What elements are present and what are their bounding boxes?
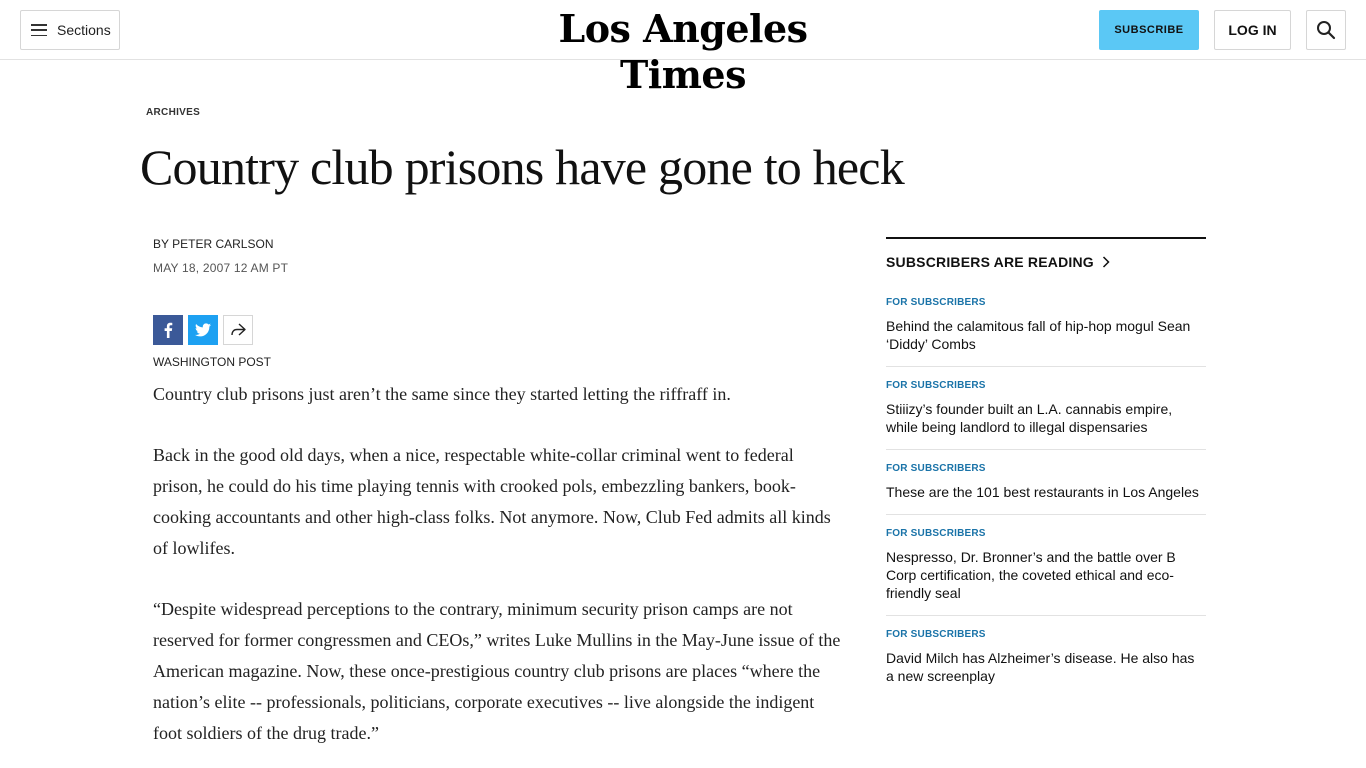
sidebar-promo[interactable]	[886, 284, 1206, 367]
promo-label: FOR SUBSCRIBERS	[886, 629, 986, 640]
article-headline: Country club prisons have gone to heck	[140, 139, 904, 195]
menu-icon	[31, 24, 47, 36]
article-byline: BY PETER CARLSON	[153, 237, 274, 251]
promo-title-link[interactable]: David Milch has Alzheimer’s disease. He also has a new screenplay	[886, 650, 1195, 684]
sidebar-heading-link[interactable]	[886, 239, 1206, 284]
site-logo[interactable]: Los Angeles Times	[558, 6, 808, 97]
more-share-button[interactable]	[223, 315, 253, 345]
sidebar-heading: SUBSCRIBERS ARE READING	[886, 253, 1094, 270]
article-paragraph: Back in the good old days, when a nice, respectable white-collar criminal went to federal prison, he could do his time playing tennis with crooked pols, embezzling bankers, book-cooking accountants and other high-class folks. Not anymore. Now, Club Fed admits all kinds of lowlifes.	[153, 445, 831, 558]
article-date: MAY 18, 2007 12 AM PT	[153, 261, 289, 275]
sidebar-promo[interactable]	[886, 616, 1206, 698]
twitter-icon	[195, 323, 211, 337]
chevron-right-icon	[1102, 256, 1110, 268]
sections-menu-button[interactable]	[20, 10, 120, 50]
promo-title-link[interactable]: These are the 101 best restaurants in Los Angeles	[886, 484, 1199, 500]
article-source: WASHINGTON POST	[153, 355, 272, 369]
promo-label: FOR SUBSCRIBERS	[886, 297, 986, 308]
search-icon	[1316, 20, 1336, 40]
promo-title-link[interactable]: Nespresso, Dr. Bronner’s and the battle over B Corp certification, the coveted ethical and eco-friendly seal	[886, 549, 1176, 601]
promo-label: FOR SUBSCRIBERS	[886, 528, 986, 539]
share-bar	[153, 315, 253, 345]
section-kicker[interactable]: ARCHIVES	[146, 107, 201, 118]
search-button[interactable]	[1306, 10, 1346, 50]
login-button[interactable]: LOG IN	[1214, 10, 1291, 50]
sidebar-promo[interactable]	[886, 367, 1206, 450]
promo-title-link[interactable]: Stiiizy’s founder built an L.A. cannabis empire, while being landlord to illegal dispensaries	[886, 401, 1173, 435]
site-header	[0, 0, 1366, 97]
subscribers-reading-sidebar	[886, 237, 1206, 698]
article-paragraph: “Despite widespread perceptions to the contrary, minimum security prison camps are not reserved for former congressmen and CEOs,” writes Luke Mullins in the May-June issue of the American magazine. Now, these once-prestigious country club prisons are places “where the nation’s elite -- professionals, politicians, corporate executives -- live alongside the indigent foot soldiers of the drug trade.”	[153, 599, 841, 743]
article-paragraph: Country club prisons just aren’t the same since they started letting the riffraff in.	[153, 384, 731, 404]
subscribe-button[interactable]: SUBSCRIBE	[1099, 10, 1199, 50]
promo-label: FOR SUBSCRIBERS	[886, 380, 986, 391]
sidebar-promo[interactable]	[886, 450, 1206, 515]
facebook-icon	[163, 322, 173, 338]
promo-label: FOR SUBSCRIBERS	[886, 463, 986, 474]
share-icon	[230, 323, 246, 337]
sections-label: Sections	[57, 22, 111, 38]
sidebar-promo[interactable]	[886, 515, 1206, 616]
facebook-share-button[interactable]	[153, 315, 183, 345]
promo-title-link[interactable]: Behind the calamitous fall of hip-hop mogul Sean ‘Diddy’ Combs	[886, 318, 1191, 352]
article-body	[153, 379, 843, 768]
twitter-share-button[interactable]	[188, 315, 218, 345]
